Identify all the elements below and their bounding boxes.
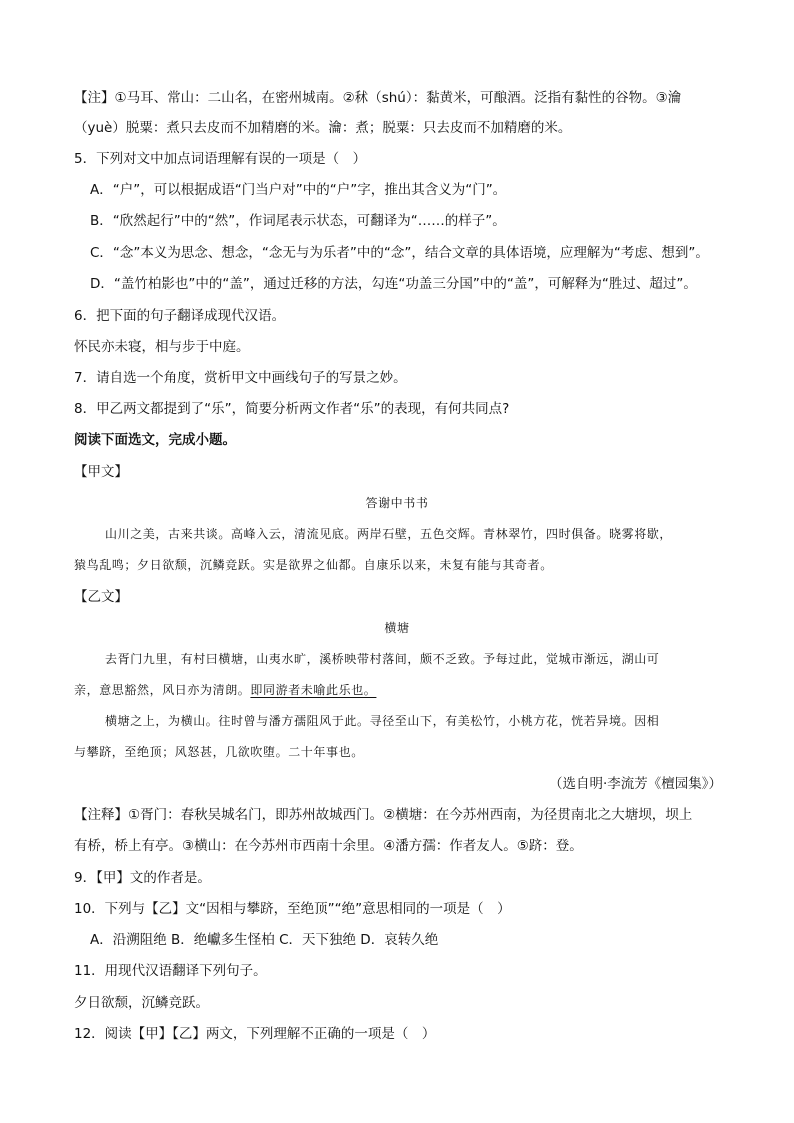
question-10-options: A．沿溯阻绝 B．绝巘多生怪柏 C．天下独绝 D．哀转久绝 [90, 932, 439, 948]
question-6-sentence: 怀民亦未寝，相与步于中庭。 [74, 339, 250, 355]
yi-text: 亲，意思豁然，风日亦为清朗。 [74, 683, 251, 697]
question-9: 9．【甲】文的作者是。 [74, 870, 211, 886]
section-title: 阅读下面选文，完成小题。 [74, 432, 236, 448]
question-12: 12．阅读【甲】【乙】两文，下列理解不正确的一项是（ ） [74, 1026, 436, 1042]
question-8: 8．甲乙两文都提到了“乐”，简要分析两文作者“乐”的表现，有何共同点? [74, 401, 510, 417]
jia-paragraph-line: 山川之美，古来共谈。高峰入云，清流见底。两岸石壁，五色交辉。青林翠竹，四时俱备。晓雾将歇， [105, 527, 673, 541]
question-5-option-d: D．“盖竹柏影也”中的“盖”，通过迁移的方法，勾连“功盖三分国”中的“盖”，可解释为“胜过、超过”。 [90, 276, 697, 292]
jia-label: 【甲文】 [74, 464, 128, 480]
yi-paragraph-line [74, 680, 722, 700]
question-10-stem: 10．下列与【乙】文“因相与攀跻，至绝顶”“绝”意思相同的一项是（ ） [74, 901, 511, 917]
annotation-line: 有桥，桥上有亭。③横山：在今苏州市西南十余里。④潘方孺：作者友人。⑤跻：登。 [74, 838, 583, 854]
underlined-sentence: 即同游者未喻此乐也。 [250, 683, 377, 697]
question-11-sentence: 夕日欲颓，沉鳞竞跃。 [74, 995, 209, 1011]
yi-label: 【乙文】 [74, 589, 128, 605]
note-line: 【注】①马耳、常山：二山名，在密州城南。②秫（shú）：黏黄米，可酿酒。泛指有黏性的谷物。③瀹 [74, 90, 682, 106]
yi-paragraph-line: 横塘之上，为横山。往时曾与潘方孺阻风于此。寻径至山下，有美松竹，小桃方花，恍若异境。因相 [105, 714, 660, 728]
question-5-option-c: C．“念”本义为思念、想念，“念无与为乐者”中的“念”，结合文章的具体语境，应理解为“考虑、想到”。 [90, 245, 709, 261]
question-5-stem: 5．下列对文中加点词语理解有误的一项是（ ） [74, 151, 367, 167]
question-11-stem: 11．用现代汉语翻译下列句子。 [74, 963, 267, 979]
yi-paragraph-line: 与攀跻，至绝顶；风怒甚，几欲吹堕。二十年事也。 [74, 745, 364, 759]
yi-paragraph-line: 去胥门九里，有村曰横塘，山夷水旷，溪桥映带村落间，颇不乏致。予每过此，觉城市渐远，湖山可 [105, 652, 660, 666]
annotation-line: 【注释】①胥门：春秋吴城名门，即苏州故城西门。②横塘：在今苏州西南，为径贯南北之大塘坝，坝上 [74, 807, 693, 823]
source-citation: （选自明·李流芳《檀园集》） [548, 776, 722, 792]
note-line: （yuè）脱粟：煮只去皮而不加精磨的米。瀹：煮；脱粟：只去皮而不加精磨的米。 [74, 120, 572, 136]
question-7: 7．请自选一个角度，赏析甲文中画线句子的写景之妙。 [74, 370, 407, 386]
jia-title: 答谢中书书 [365, 496, 429, 510]
yi-title: 横塘 [384, 621, 410, 635]
question-5-option-a: A．“户”，可以根据成语“门当户对”中的“户”字，推出其含义为“门”。 [90, 182, 507, 198]
question-5-option-b: B．“欣然起行”中的“然”，作词尾表示状态，可翻译为“……的样子”。 [90, 213, 506, 229]
question-6-stem: 6．把下面的句子翻译成现代汉语。 [74, 308, 286, 324]
jia-paragraph-line: 猿鸟乱鸣；夕日欲颓，沉鳞竞跃。实是欲界之仙都。自康乐以来，未复有能与其奇者。 [74, 558, 553, 572]
